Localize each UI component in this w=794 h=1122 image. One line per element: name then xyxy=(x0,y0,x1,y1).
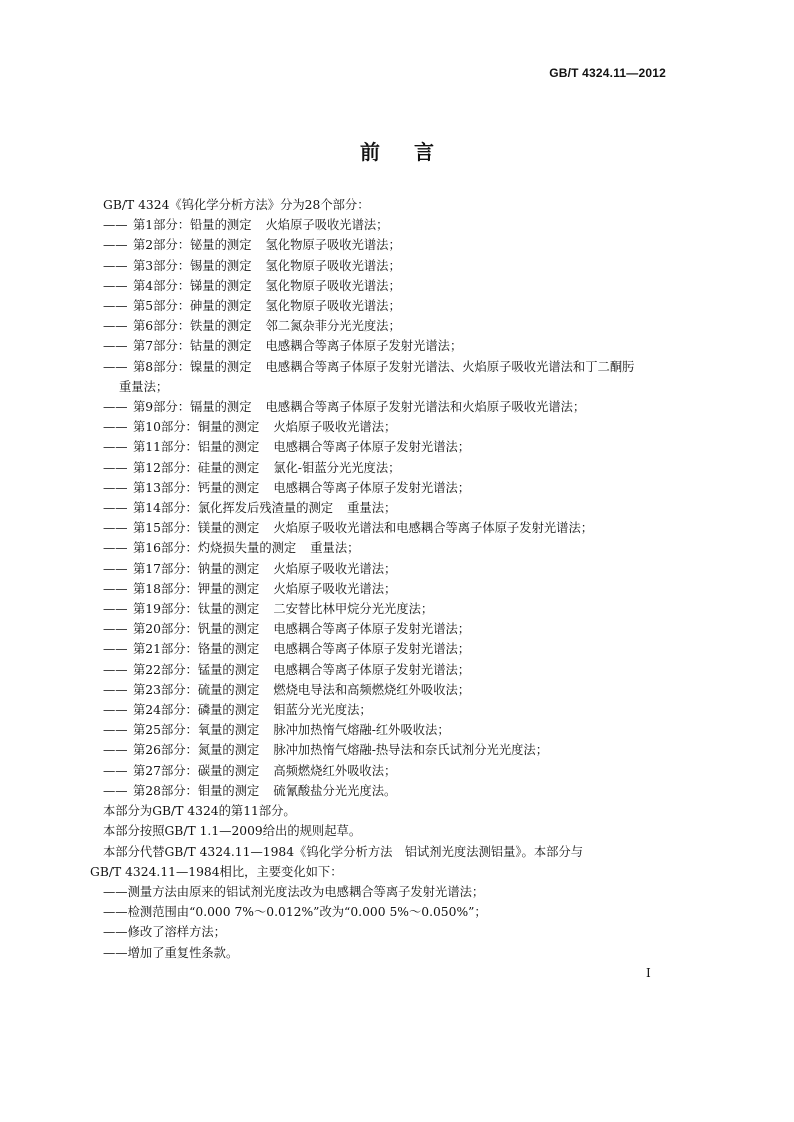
part-item xyxy=(103,336,663,356)
part-method: 火焰原子吸收光谱法； xyxy=(273,561,397,576)
part-item xyxy=(103,720,663,740)
part-dash: —— xyxy=(103,662,128,677)
part-dash: —— xyxy=(103,703,128,718)
part-dash: —— xyxy=(103,258,128,273)
change-item: ——修改了溶样方法； xyxy=(103,925,226,940)
part-method: 电感耦合等离子体原子发射光谱法； xyxy=(265,339,463,354)
part-method: 燃烧电导法和高频燃烧红外吸收法； xyxy=(273,682,471,697)
part-label: 第15部分：镁量的测定 xyxy=(133,521,260,536)
part-label: 第8部分：镍量的测定 xyxy=(133,359,252,374)
part-item xyxy=(103,417,663,437)
paragraph-replacement-1: 本部分代替GB/T 4324.11—1984《钨化学分析方法 铝试剂光度法测铝量》。本部分与 xyxy=(103,844,584,859)
part-label: 第19部分：钛量的测定 xyxy=(133,602,260,617)
part-method: 电感耦合等离子体原子发射光谱法、火焰原子吸收光谱法和丁二酮肟 xyxy=(265,359,635,374)
part-dash: —— xyxy=(103,763,128,778)
part-label: 第18部分：钾量的测定 xyxy=(133,581,260,596)
part-label: 第21部分：铬量的测定 xyxy=(133,642,260,657)
part-dash: —— xyxy=(103,541,128,556)
part-method: 火焰原子吸收光谱法； xyxy=(265,218,389,233)
change-item: ——测量方法由原来的铝试剂光度法改为电感耦合等离子发射光谱法； xyxy=(103,884,485,899)
part-method: 氢化物原子吸收光谱法； xyxy=(265,299,401,314)
part-method: 火焰原子吸收光谱法； xyxy=(273,581,397,596)
part-item xyxy=(103,538,663,558)
part-method: 硫氰酸盐分光光度法。 xyxy=(273,783,397,798)
page-number: I xyxy=(646,966,651,980)
part-label: 第13部分：钙量的测定 xyxy=(133,480,260,495)
part-method: 二安替比林甲烷分光光度法； xyxy=(273,602,434,617)
part-dash: —— xyxy=(103,682,128,697)
part-method: 电感耦合等离子体原子发射光谱法； xyxy=(273,662,471,677)
part-method: 脉冲加热惰气熔融-红外吸收法； xyxy=(273,723,450,738)
part-item xyxy=(103,680,663,700)
part-item xyxy=(103,639,663,659)
part-item xyxy=(103,740,663,760)
part-method: 氢化物原子吸收光谱法； xyxy=(265,238,401,253)
part-dash: —— xyxy=(103,743,128,758)
part-method: 脉冲加热惰气熔融-热导法和奈氏试剂分光光度法； xyxy=(273,743,549,758)
part-label: 第26部分：氮量的测定 xyxy=(133,743,260,758)
part-dash: —— xyxy=(103,400,128,415)
part-dash: —— xyxy=(103,501,128,516)
part-item xyxy=(103,781,663,801)
part-label: 第16部分：灼烧损失量的测定 xyxy=(133,541,297,556)
paragraph-drafting-rules: 本部分按照GB/T 1.1—2009给出的规则起草。 xyxy=(103,824,362,839)
part-method: 邻二氮杂菲分光光度法； xyxy=(265,319,401,334)
part-continuation: 重量法； xyxy=(119,379,169,394)
part-label: 第6部分：铁量的测定 xyxy=(133,319,252,334)
part-item xyxy=(103,700,663,720)
part-dash: —— xyxy=(103,723,128,738)
part-dash: —— xyxy=(103,622,128,637)
part-label: 第20部分：钒量的测定 xyxy=(133,622,260,637)
part-label: 第2部分：铋量的测定 xyxy=(133,238,252,253)
part-method: 重量法； xyxy=(310,541,360,556)
part-item xyxy=(103,599,663,619)
parts-list xyxy=(103,215,663,801)
part-label: 第22部分：锰量的测定 xyxy=(133,662,260,677)
part-method: 高频燃烧红外吸收法； xyxy=(273,763,397,778)
part-dash: —— xyxy=(103,642,128,657)
part-item xyxy=(103,215,663,235)
part-method: 电感耦合等离子体原子发射光谱法； xyxy=(273,440,471,455)
part-method: 火焰原子吸收光谱法； xyxy=(273,420,397,435)
part-label: 第11部分：铝量的测定 xyxy=(133,440,260,455)
part-label: 第7部分：钴量的测定 xyxy=(133,339,252,354)
part-dash: —— xyxy=(103,783,128,798)
part-item xyxy=(103,579,663,599)
part-label: 第28部分：钼量的测定 xyxy=(133,783,260,798)
part-item xyxy=(103,619,663,639)
part-item xyxy=(103,660,663,680)
part-dash: —— xyxy=(103,440,128,455)
part-item xyxy=(103,256,663,276)
title-char-1: 前 xyxy=(360,140,380,164)
part-item xyxy=(103,518,663,538)
part-item xyxy=(103,478,663,498)
page-title xyxy=(0,136,794,165)
part-label: 第10部分：铜量的测定 xyxy=(133,420,260,435)
part-label: 第14部分：氯化挥发后残渣量的测定 xyxy=(133,501,334,516)
part-label: 第12部分：硅量的测定 xyxy=(133,460,260,475)
part-dash: —— xyxy=(103,299,128,314)
part-item xyxy=(103,559,663,579)
part-method: 氢化物原子吸收光谱法； xyxy=(265,278,401,293)
part-dash: —— xyxy=(103,581,128,596)
part-method: 电感耦合等离子体原子发射光谱法； xyxy=(273,642,471,657)
change-item: ——增加了重复性条款。 xyxy=(103,945,239,960)
change-item: ——检测范围由“0.000 7%～0.012%”改为“0.000 5%～0.050%”； xyxy=(103,905,487,920)
changes-list xyxy=(103,882,663,963)
part-method: 氢化物原子吸收光谱法； xyxy=(265,258,401,273)
part-dash: —— xyxy=(103,359,128,374)
paragraph-replacement-2: GB/T 4324.11—1984相比，主要变化如下： xyxy=(90,864,343,879)
part-item xyxy=(103,316,663,336)
part-item xyxy=(103,761,663,781)
part-label: 第23部分：硫量的测定 xyxy=(133,682,260,697)
part-label: 第4部分：锑量的测定 xyxy=(133,278,252,293)
part-label: 第3部分：锡量的测定 xyxy=(133,258,252,273)
part-item xyxy=(103,235,663,255)
part-label: 第24部分：磷量的测定 xyxy=(133,703,260,718)
part-method: 氯化-钼蓝分光光度法； xyxy=(273,460,401,475)
part-label: 第1部分：铅量的测定 xyxy=(133,218,252,233)
title-char-2: 言 xyxy=(414,140,434,164)
part-item xyxy=(103,276,663,296)
foreword-body xyxy=(90,195,663,963)
part-method: 电感耦合等离子体原子发射光谱法和火焰原子吸收光谱法； xyxy=(265,400,586,415)
part-item xyxy=(103,397,663,417)
part-method: 电感耦合等离子体原子发射光谱法； xyxy=(273,622,471,637)
part-item xyxy=(103,498,663,518)
part-label: 第9部分：镉量的测定 xyxy=(133,400,252,415)
paragraph-part-number: 本部分为GB/T 4324的第11部分。 xyxy=(103,804,296,819)
intro-paragraph: GB/T 4324《钨化学分析方法》分为28个部分： xyxy=(103,198,370,212)
part-item xyxy=(103,357,663,377)
part-method: 电感耦合等离子体原子发射光谱法； xyxy=(273,480,471,495)
part-dash: —— xyxy=(103,238,128,253)
part-method: 火焰原子吸收光谱法和电感耦合等离子体原子发射光谱法； xyxy=(273,521,594,536)
part-method: 钼蓝分光光度法； xyxy=(273,703,372,718)
part-label: 第17部分：钠量的测定 xyxy=(133,561,260,576)
part-item xyxy=(103,437,663,457)
part-dash: —— xyxy=(103,602,128,617)
part-dash: —— xyxy=(103,278,128,293)
part-label: 第27部分：碳量的测定 xyxy=(133,763,260,778)
part-label: 第25部分：氧量的测定 xyxy=(133,723,260,738)
part-label: 第5部分：砷量的测定 xyxy=(133,299,252,314)
part-dash: —— xyxy=(103,460,128,475)
part-dash: —— xyxy=(103,218,128,233)
part-dash: —— xyxy=(103,480,128,495)
part-item xyxy=(103,296,663,316)
part-dash: —— xyxy=(103,561,128,576)
part-dash: —— xyxy=(103,420,128,435)
standard-code-header: GB/T 4324.11—2012 xyxy=(549,66,666,80)
part-dash: —— xyxy=(103,521,128,536)
part-item xyxy=(103,458,663,478)
part-dash: —— xyxy=(103,319,128,334)
part-dash: —— xyxy=(103,339,128,354)
part-method: 重量法； xyxy=(347,501,397,516)
